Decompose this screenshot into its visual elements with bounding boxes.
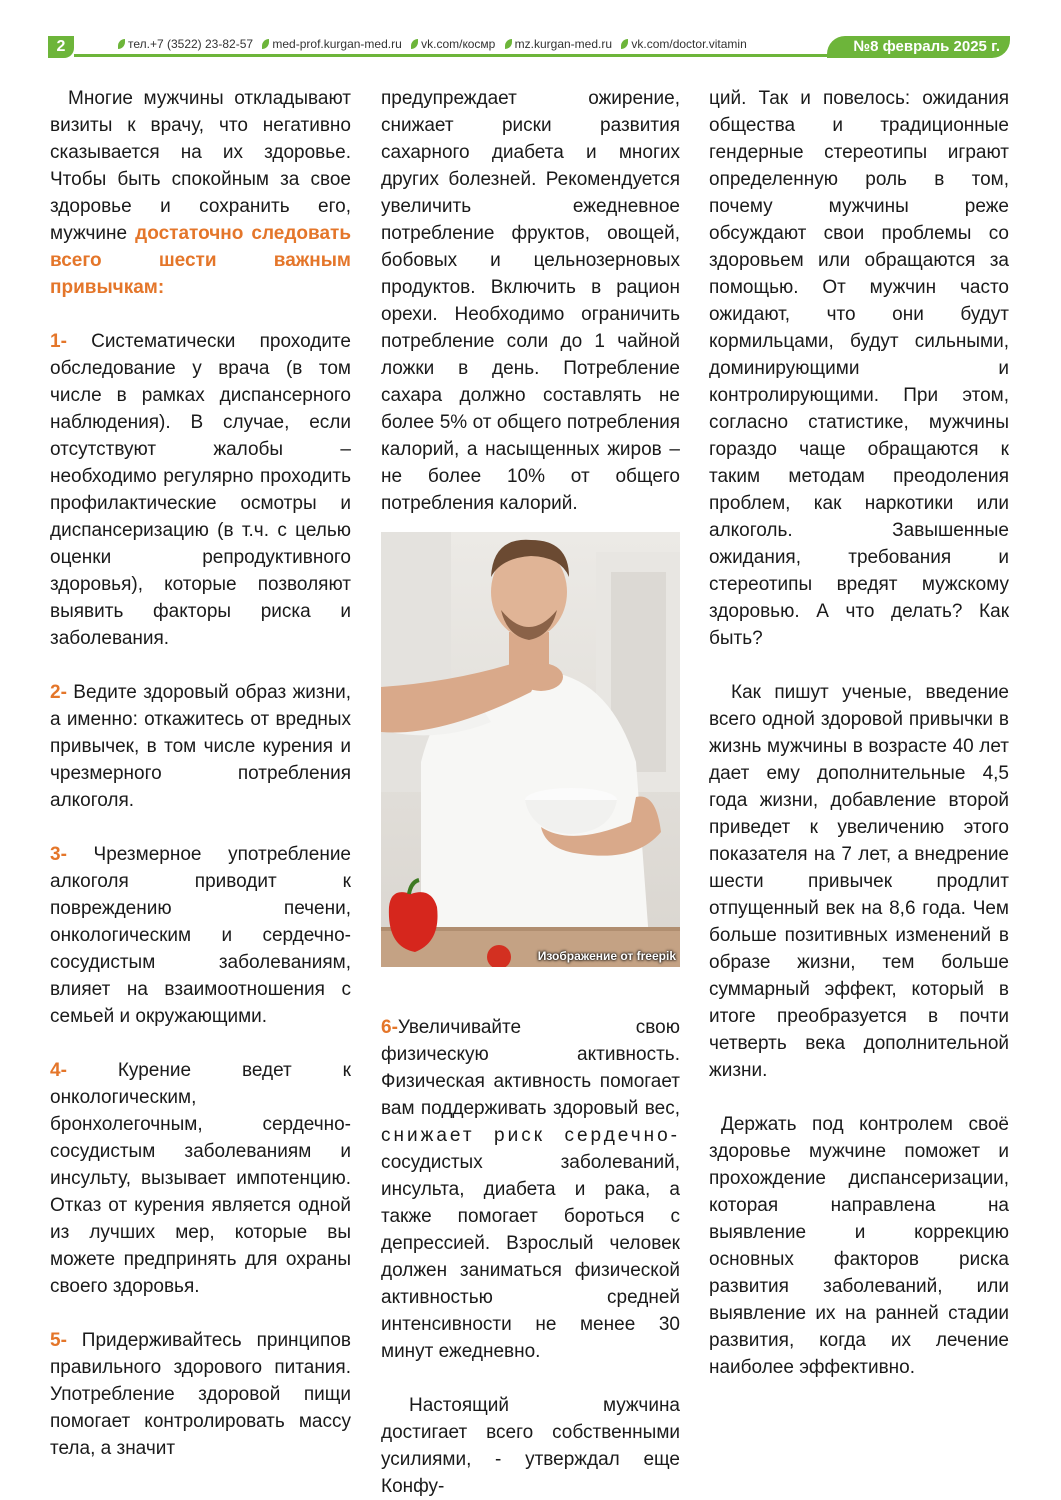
page-number: 2 <box>48 36 74 58</box>
nutrition-continuation: предупреждает ожирение, снижает риски развития сахарного диабета и многих других болезней. Рекомендуется увеличить ежедневное потребление фруктов, овощей, бобовых и цельнозерновых продуктов. Включить в рацион орехи. Необходимо ограничить потребление соли до 1 чайной ложки в день. Потребление сахара должно составлять не более 5% от общего потребления калорий, а насыщенных жиров – не более 10% от общего потребления калорий. <box>381 88 680 514</box>
header-rule <box>74 54 830 57</box>
article-photo <box>381 532 680 967</box>
photo-credit: Изображение от freepik <box>537 949 676 963</box>
leaf-icon <box>262 39 269 49</box>
column-3 <box>709 85 1009 1381</box>
header-contacts <box>112 37 747 51</box>
contact-phone: тел.+7 (3522) 23-82-57 <box>128 37 254 51</box>
scientists-paragraph: Как пишут ученые, введение всего одной здоровой привычки в жизнь мужчины в возрасте 40 лет дает ему дополнительные 4,5 года жизни, добавление второй приведет к увеличению этого показателя на 7 лет, а внедрение шести привычек продлит отпущенный век на 8,6 года. Чем больше позитивных изменений в образе жизни, тем больше суммарный эффект, который в итоге преобразуется в почти четверть века дополнительной жизни. <box>709 682 1009 1081</box>
leaf-icon <box>621 39 628 49</box>
confucius-paragraph: Настоящий мужчина достигает всего собственными усилиями, - утверждал еще Конфу- <box>381 1395 680 1497</box>
column-1 <box>50 85 351 1462</box>
column-2-bottom <box>381 1014 680 1500</box>
habit-2: 2- Ведите здоровый образ жизни, а именно: откажитесь от вредных привычек, в том числе курения и чрезмерного потребления алкоголя. <box>50 682 351 811</box>
habit-number: 3- <box>50 844 67 865</box>
contact-link[interactable]: med-prof.kurgan-med.ru <box>272 37 402 51</box>
dispensary-paragraph: Держать под контролем своё здоровье мужчине поможет и прохождение диспансеризации, которая направлена на выявление и коррекцию основных факторов риска развития заболеваний, или выявление их на ранней стадии развития, когда их лечение наиболее эффективно. <box>709 1114 1009 1378</box>
habit-number: 1- <box>50 331 67 352</box>
page-header <box>48 36 1010 58</box>
habit-4: 4- Курение ведет к онкологическим, бронхолегочным, сердечно-сосудистым заболеваниям и инсульту, вызывает импотенцию. Отказ от курения является одной из лучших мер, которые вы можете предпринять для охраны своего здоровья. <box>50 1060 351 1297</box>
intro-highlight: достаточно следовать всего шести важным привычкам: <box>50 223 351 298</box>
habit-number: 4- <box>50 1060 67 1081</box>
habit-3: 3- Чрезмерное употребление алкоголя приводит к повреждению печени, онкологическим и сердечно-сосудистым заболеваниям, влияет на взаимоотношения с семьей и окружающими. <box>50 844 351 1027</box>
habit-6: 6-Увеличивайте свою физическую активность. Физическая активность помогает вам поддерживать здоровый вес, снижает риск сердечно- сосудистых заболеваний, инсульта, диабета и рака, а также помогает бороться с депрессией. Взрослый человек должен заниматься физической активностью средней интенсивности не менее 30 минут ежедневно. <box>381 1017 680 1362</box>
man-with-bowl-illustration <box>381 532 680 967</box>
contact-link[interactable]: mz.kurgan-med.ru <box>514 37 613 51</box>
issue-label: №8 февраль 2025 г. <box>827 36 1010 58</box>
habit-1: 1- Систематически проходите обследование у врача (в том числе в рамках диспансерного наблюдения). В случае, если отсутствуют жалобы – необходимо регулярно проходить профилактические осмотры и диспансеризацию (в т.ч. с целью оценки репродуктивного здоровья), которые позволяют выявить факторы риска и заболевания. <box>50 331 351 649</box>
habit-number: 6- <box>381 1017 398 1038</box>
column-2-top <box>381 85 680 517</box>
habit-number: 2- <box>50 682 67 703</box>
contact-link[interactable]: vk.com/кocмp <box>421 37 496 51</box>
intro-paragraph: Многие мужчины откладывают визиты к врачу, что негативно сказывается на их здоровье. Чтобы быть спокойным за свое здоровье и сохранить его, мужчине достаточно следовать всего шести важным привычкам: <box>50 88 351 298</box>
leaf-icon <box>411 39 418 49</box>
habit-5: 5- Придерживайтесь принципов правильного здорового питания. Употребление здоровой пищи помогает контролировать массу тела, а значит <box>50 1330 351 1459</box>
expectations-paragraph: ций. Так и повелось: ожидания общества и традиционные гендерные стереотипы играют определенную роль в том, почему мужчины реже обсуждают свои проблемы со здоровьем или обращаются за помощью. От мужчин часто ожидают, что они будут кормильцами, будут сильными, доминирующими и контролирующими. При этом, согласно статистике, мужчины гораздо чаще обращаются к таким методам преодоления проблем, как наркотики или алкоголь. Завышенные ожидания, требования и стереотипы вредят мужскому здоровью. А что делать? Как быть? <box>709 88 1009 649</box>
leaf-icon <box>505 39 512 49</box>
habit-number: 5- <box>50 1330 67 1351</box>
leaf-icon <box>118 39 125 49</box>
contact-link[interactable]: vk.com/doctor.vitamin <box>631 37 747 51</box>
